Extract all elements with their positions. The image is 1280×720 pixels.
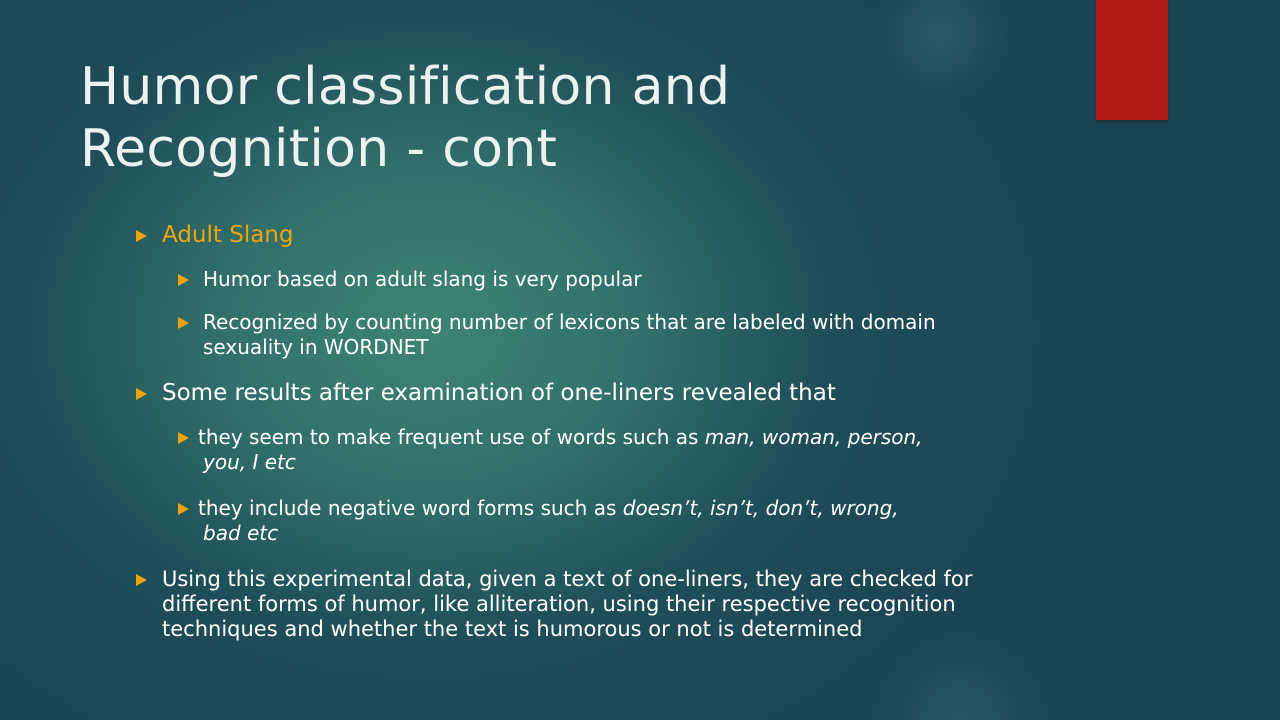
bullet-arrow-icon — [178, 274, 189, 286]
bullet-adult-slang-popular: Humor based on adult slang is very popular — [203, 267, 642, 291]
bullet-arrow-icon — [136, 230, 147, 242]
bullet-arrow-icon — [178, 432, 189, 444]
title-line-2: Recognition - cont — [80, 119, 558, 179]
bullet-frequent-words: they seem to make frequent use of words such as man, woman, person, you, I etc — [198, 425, 923, 474]
bullet-some-results: Some results after examination of one-liners revealed that — [162, 380, 836, 406]
accent-bar — [1096, 0, 1168, 120]
bullet-experimental-data: Using this experimental data, given a text of one-liners, they are checked for different forms of humor, like alliteration, using their respective recognition techniques and whether the text is humorous or not is determined — [162, 567, 973, 641]
bullet-arrow-icon — [178, 317, 189, 329]
bullet-arrow-icon — [178, 503, 189, 515]
bullet-adult-slang: Adult Slang — [162, 222, 294, 248]
bullet-negative-forms: they include negative word forms such as doesn’t, isn’t, don’t, wrong, bad etc — [198, 496, 899, 545]
slide-title — [80, 56, 1080, 180]
bullet-arrow-icon — [136, 574, 147, 586]
bullet-recognized-by-counting: Recognized by counting number of lexicons that are labeled with domain sexuality in WORDNET — [203, 310, 936, 359]
title-line-1: Humor classification and — [80, 57, 731, 117]
bullet-arrow-icon — [136, 388, 147, 400]
